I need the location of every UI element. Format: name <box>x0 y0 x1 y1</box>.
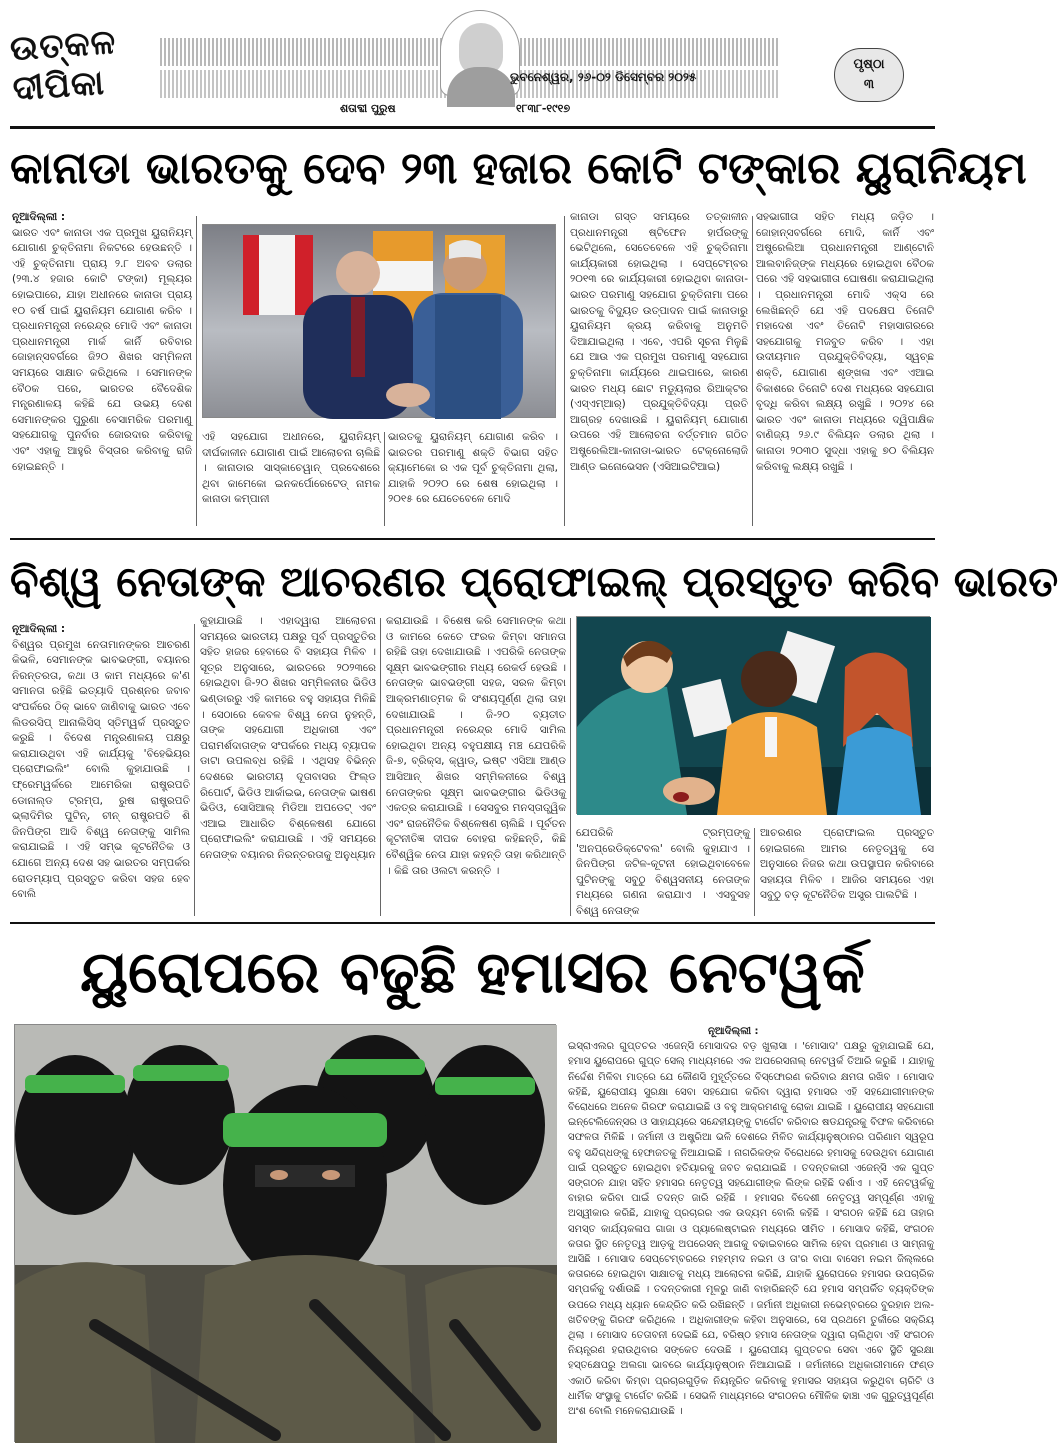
story2-col5-text: ଆଚରଣର ପ୍ରୋଫାଇଲ ପ୍ରସ୍ତୁତ ହୋଇଗଲେ ଆମର ନେତୃତ୍ୱକୁ ସେ ଅନୁସାରେ ନିଜର କଥା ଉପସ୍ଥାପନ କରିବାରେ ସହାୟତା ମିଳିବ । ଆଜିର ସମୟରେ ଏହା ସବୁଠୁ ବଡ଼ କୂଟନୈତିକ ଅସ୍ତ୍ର ପାଲଟିଛି । <box>760 827 934 902</box>
story1-col2-text: ଏହି ସହଯୋଗ ଅଧୀନରେ, ୟୁରାନିୟମ୍ ଦୀର୍ଘକାଳୀନ ଯୋଗାଣ ପାଇଁ ଆଲୋଚନା ଚାଲିଛି । କାନାଡାର ସାସ୍କାଚେୱାନ୍ ପ୍ରଦେଶରେ ଥିବା କାମେକୋ ଇନକର୍ପୋରେଟେଡ୍ ନାମକ କାନାଡା କମ୍ପାନୀ <box>202 431 380 506</box>
story1-dateline: ନୂଆଦିଲ୍ଲୀ : <box>12 211 66 223</box>
column-divider <box>754 828 755 916</box>
column-divider <box>380 618 381 916</box>
story2-column-2 <box>200 614 376 918</box>
story2-col4-text: ଯେପରିକି ଟ୍ରମ୍ପଙ୍କୁ 'ଅନପ୍ରେଡିକ୍ଟେବଲ' ବୋଲି କୁହାଯାଏ । ଜିନପିଙ୍ଗ ଜଟିଳ-କୂଟନୀ ହୋଇଥିବାବେଳେ ପୁଟିନଙ୍କୁ ସବୁଠୁ ବିଶ୍ୱସନୀୟ ନେତାଙ୍କ ମଧ୍ୟରେ ଗଣନା କରାଯାଏ । ଏସବୁସହ ବିଶ୍ୱ ନେତାଙ୍କ <box>576 827 750 917</box>
column-divider <box>564 216 565 526</box>
masthead <box>10 6 935 124</box>
story1-headline[interactable]: କାନାଡା ଭାରତକୁ ଦେବ ୨୩ ହଜାର କୋଟି ଟଙ୍କାର ୟୁରାନିୟମ <box>10 143 1027 194</box>
page-label: ପୃଷ୍ଠା <box>853 57 885 72</box>
story2-col2-text: କୁହାଯାଉଛି । ଏହାଦ୍ୱାରା ଆଲୋଚନା ସମୟରେ ଭାରତୀୟ ପକ୍ଷରୁ ପୂର୍ବ ପ୍ରସ୍ତୁତିର ସହିତ ହାଜର ହେବାରେ ବି ସହାୟତା ମିଳିବ । ସୂତ୍ର ଅନୁସାରେ, ଭାରତରେ ୨୦୨୩ରେ ହୋଇଥିବା ଜି-୨୦ ଶିଖର ସମ୍ମିଳନୀର ଭିଡିଓ ଭଣ୍ଡାରରୁ ଏହି କାମରେ ବହୁ ସହାୟତା ମିଳିଛି । ସେଠାରେ କେବଳ ବିଶ୍ୱ ନେତା ନୁହନ୍ତି, ତାଙ୍କ ସହଯୋଗୀ ଅଧିକାରୀ ଏବଂ ପରାମର୍ଶଦାତାଙ୍କ ସଂପର୍କରେ ମଧ୍ୟ ବ୍ୟାପକ ଡାଟା ଉପଲବ୍ଧ ରହିଛି । ଏଥିସହ ବିଭିନ୍ନ ଦେଶରେ ଭାରତୀୟ ଦୂତାବାସର ଫିଲ୍ଡ ରିପୋର୍ଟ, ଭିଡିଓ ଆର୍କାଇଭ, ନେତାଙ୍କ ଭାଷଣ ଭିଡିଓ, ସୋସିଆଲ୍ ମିଡିଆ ଅପଡେଟ୍ ଏବଂ ଏଆଇ ଆଧାରିତ ବିଶ୍ଳେଷଣ ଯୋଗେ ପ୍ରୋଫାଇଲିଂ କରାଯାଉଛି । ଏହି ସମୟରେ ନେତାଙ୍କ ବୟାନର ନିରନ୍ତରତାକୁ ଅନୁଧ୍ୟାନ <box>200 615 376 861</box>
page-number: ୩ <box>863 77 875 92</box>
founder-years: ୧୮୩୮-୧୯୧୭ <box>516 102 571 115</box>
story1-column-5 <box>756 210 934 528</box>
story1-column-2 <box>202 430 380 528</box>
story3-body-text: ଇସ୍ରାଏଲର ଗୁପ୍ତଚର ଏଜେନ୍ସି ମୋସାଦର ବଡ଼ ଖୁଲାସା । 'ମୋସାଦ' ପକ୍ଷରୁ କୁହାଯାଇଛି ଯେ, ହମାସ ୟୁରୋପରେ ଗୁପ୍ତ ସେଲ୍ ମାଧ୍ୟମରେ ଏକ ଅପରେସନାଲ୍ ନେଟୱର୍କ ତିଆରି କରୁଛି । ଯାହାକୁ ନିର୍ଦ୍ଦେଶ ମିଳିବା ମାତ୍ରେ ଯେ କୌଣସି ମୁହୂର୍ତ୍ତରେ ବିସ୍ଫୋରଣ କରିବାର କ୍ଷମତା ରଖିବ । ମୋସାଦ କହିଛି, ୟୁରୋପୀୟ ସୁରକ୍ଷା ସେବା ସହଯୋଗ କରିବା ଦ୍ୱାରା ହମାସର ଏହି ସହଯୋଗୀମାନଙ୍କ ବିରୋଧରେ ଅନେକ ଗିରଫ କରାଯାଇଛି ଓ ବହୁ ଆକ୍ରମଣକୁ ରୋକା ଯାଇଛି । ୟୁରୋପୀୟ ସହଯୋଗୀ ଇନ୍ଟେଲିଜେନ୍ସର ଓ ସାହାଯ୍ୟରେ ସନ୍ଦେହୀୟଙ୍କୁ ଟାର୍ଗେଟ କରିବାର ଷଡଯନ୍ତ୍ରକୁ ବିଫଳ କରିବାରେ ସଫଳତା ମିଳିଛି । ଜର୍ମାନୀ ଓ ଅଷ୍ଟ୍ରିଆ ଭଳି ଦେଶରେ ମିଳିତ କାର୍ଯ୍ୟାନୁଷ୍ଠାନର ପରିଣାମ ସ୍ୱରୂପ ବହୁ ସନ୍ଦିଗ୍ଧଙ୍କୁ ହେଫାଜତକୁ ନିଆଯାଇଛି । ନାଗରିକଙ୍କ ବିରୋଧରେ ହମାସକୁ ଦେଉଥିବା ଯୋଗାଣ ପାଇଁ ପ୍ରସ୍ତୁତ ହୋଇଥିବା ହତିୟାରକୁ ଜବତ କରାଯାଇଛି । ତଦନ୍ତକାରୀ ଏଜେନ୍ସି ଏକ ଗୁପ୍ତ ସଙ୍ଗଠନ ଯାହା ସହିତ ହମାସର ନେତୃତ୍ୱ ସହଯୋଗୀଙ୍କ ଲିଙ୍କ ରହିଛି ଦର୍ଶାଏ । ଏହି ନେଟୱର୍କକୁ ବାହାର କରିବା ପାଇଁ ତଦନ୍ତ ଜାରି ରହିଛି । ହମାସର ବିଦେଶୀ ନେତୃତ୍ୱ ସମ୍ପୂର୍ଣ୍ଣ ଏହାକୁ ଅସ୍ୱୀକାର କରିଛି, ଯାହାକୁ ପ୍ରଚାରର ଏକ ଉଦ୍ୟମ ବୋଲି କହିଛି । ସଂଗଠନ କହିଛି ଯେ ତାହାର ସମସ୍ତ କାର୍ଯ୍ୟକଳାପ ଗାଜା ଓ ପ୍ୟାଲେଷ୍ଟାଇନ ମଧ୍ୟରେ ସୀମିତ । ମୋସାଦ କହିଛି, ସଂଗଠନ କତାର ସ୍ଥିତ ନେତୃତ୍ୱ ଆଡ଼କୁ ଅପରେସନ୍ ଆଗକୁ ବଢାଇବାରେ ସାମିଲ ହେବା ପ୍ରମାଣ ଓ ସାମ୍ନାକୁ ଆସିଛି । ମୋସାଦ ସେପ୍ଟେମ୍ବରରେ ମହମ୍ମଦ ନଇମ ଓ ତା'ର ବାପା ବାସେମ ନଇମ ଜିଲ୍ଲରେ କତାରରେ ହୋଇଥିବା ସାକ୍ଷାତକୁ ମଧ୍ୟ ଆଲୋଚନା କରିଛି, ଯାହାକି ୟୁରୋପରେ ହମାସର ଉପଚାରିକ ସମ୍ପର୍କକୁ ଦର୍ଶାଉଛି । ତଦନ୍ତକାରୀ ମୂଳରୁ ଜାଣି ବାହାରିଛନ୍ତି ଯେ ହମାସ ସମ୍ପର୍କିତ ବ୍ୟକ୍ତିଙ୍କ ଉପରେ ମଧ୍ୟ ଧ୍ୟାନ କେନ୍ଦ୍ରିତ କରି ରଖିଛନ୍ତି । ଜର୍ମାନୀ ଅଧିକାରୀ ନଭେମ୍ବରରେ ବୁରହାନ ଅଲ-ଖତିବଙ୍କୁ ଗିରଫ କରିଥିଲେ । ଅଧିକାରୀଙ୍କ କହିବା ଅନୁସାରେ, ସେ ପ୍ରଥମେ ତୁର୍କୀରେ ସକ୍ରିୟ ଥିଲା । ମୋସାଦ ତେତାବନୀ ଦେଇଛି ଯେ, ବରିଷ୍ଠ ହମାସ ନେତାଙ୍କ ଦ୍ୱାରା ଚାଲିଥିବା ଏହି ସଂଗଠନ ନିୟନ୍ତ୍ରଣ ହରାଉଥିବାର ସଙ୍କେତ ଦେଉଛି । ୟୁରୋପୀୟ ଗୁପ୍ତଚର ସେବା ଏବେ ସ୍ଥିତି ସୁରକ୍ଷା ହସ୍ତକ୍ଷେପରୁ ଅଲଗା ଭାବରେ କାର୍ଯ୍ୟାନୁଷ୍ଠାନ ନିଆଯାଇଛି । ଜର୍ମାନୀରେ ଅଧିକାରୀମାନେ ଫଣ୍ଡ ଏକାଠି କରିବା କିମ୍ବା ପ୍ରଚାରଗୁଡ଼ିକ ନିୟନ୍ତ୍ରିତ କରିବାକୁ ହମାସର ସହାୟତା କରୁଥିବା ଚାରିଟି ଓ ଧାର୍ମିକ ସଂସ୍ଥାକୁ ଟାର୍ଗେଟ କରିଛି । ସେଭଳି ମାଧ୍ୟମରେ ସଂଗଠନର ମୌଳିକ ଢାଞ୍ଚା ଏକ ଗୁରୁତ୍ୱପୂର୍ଣ୍ଣ ଅଂଶ ବୋଲି ମନେକରାଯାଉଛି । <box>568 1041 934 1418</box>
leaders-profiling-illustration[interactable] <box>576 616 930 814</box>
founder-title: ଶତାବ୍ଦୀ ପୁରୁଷ <box>340 102 396 115</box>
masthead-rule <box>10 126 935 129</box>
story1-column-4 <box>570 210 748 528</box>
founder-portrait <box>440 10 520 96</box>
story1-col1-text: ଭାରତ ଏବଂ କାନାଡା ଏକ ପ୍ରମୁଖ ୟୁରାନିୟମ୍ ଯୋଗାଣ ଚୁକ୍ତିନାମା ନିକଟରେ ହେଉଛନ୍ତି । ଏହି ଚୁକ୍ତିନାମା ପ୍ରାୟ ୨.୮ ଅବବ ଡଲାର (୨୩.୪ ହଜାର କୋଟି ଟଙ୍କା) ମୂଲ୍ୟର ହୋଇପାରେ, ଯାହା ଅଧୀନରେ କାନାଡା ପ୍ରାୟ ୧୦ ବର୍ଷ ପାଇଁ ୟୁରାନିୟମ ଯୋଗାଣ କରିବ । ପ୍ରଧାନମନ୍ତ୍ରୀ ନରେନ୍ଦ୍ର ମୋଦି ଏବଂ କାନାଡା ପ୍ରଧାନମନ୍ତ୍ରୀ ମାର୍କ କାର୍ନି ରବିବାର ଜୋହାନ୍ସବର୍ଗରେ ଜି୨୦ ଶିଖର ସମ୍ମିଳନୀ ସମୟରେ ସାକ୍ଷାତ କରିଥିଲେ । ସେମାନଙ୍କ ବୈଠକ ପରେ, ଭାରତର ବୈଦେଶିକ ମନ୍ତ୍ରଣାଳୟ କହିଛି ଯେ ଉଭୟ ଦେଶ ସେମାନଙ୍କର ପୁରୁଣା ବେସାମରିକ ପରମାଣୁ ସହଯୋଗକୁ ପୁନର୍ବାର ଜୋରଦାର କରିବାକୁ ଏବଂ ଏହାକୁ ଆହୁରି ବିସ୍ତାର କରିବାକୁ ରାଜି ହୋଇଛନ୍ତି । <box>12 226 192 473</box>
hamas-fighters-photo[interactable] <box>14 1024 556 1442</box>
story2-column-4 <box>576 826 750 918</box>
story3-column <box>568 1024 934 1444</box>
story1-column-1 <box>12 210 192 528</box>
leaders-handshake-photo[interactable] <box>202 224 556 418</box>
fighters-illustration <box>15 1025 557 1443</box>
section-rule <box>10 922 935 924</box>
page-number-badge <box>834 48 904 102</box>
column-divider <box>752 216 753 526</box>
column-divider <box>384 432 385 526</box>
story3-dateline: ନୂଆଦିଲ୍ଲୀ : <box>708 1026 759 1037</box>
story2-col1-text: ବିଶ୍ୱର ପ୍ରମୁଖ ନେତାମାନଙ୍କର ଆଚରଣ କିଭଳି, ସେମାନଙ୍କ ଭାବଭଙ୍ଗୀ, ବୟାନର ନିରନ୍ତରତା, କଥା ଓ କାମ ମଧ୍ୟରେ କ'ଣ ସମାନତା ରହିଛି ଇତ୍ୟାଦି ପ୍ରଶ୍ନର ଜବାବ ସଂପର୍କରେ ଠିକ୍ ଭାବେ ଜାଣିବାକୁ ଭାରତ ଏବେ ଲିଡରସିପ୍ ଆନାଲିସିସ୍ ସ୍ତିମ୍‌ୱର୍କ ପ୍ରସ୍ତୁତ କରୁଛି । ବିଦେଶ ମନ୍ତ୍ରଣାଳୟ ପକ୍ଷରୁ କରାଯାଉଥିବା ଏହି କାର୍ଯ୍ୟକୁ 'ବିହେଭିୟର ପ୍ରୋଫାଇଲିଂ' ବୋଲି କୁହାଯାଉଛି । ଫ୍ରେମ୍‌ୱର୍କରେ ଆମେରିକା ରାଷ୍ଟ୍ରପତି ଡୋନାଲ୍ଡ ଟ୍ରମ୍ପ, ରୁଷ ରାଷ୍ଟ୍ରପତି ଭ୍ଲାଦିମିର ପୁଟିନ୍, ଚୀନ୍ ରାଷ୍ଟ୍ରପତି ଶି ଜିନପିଙ୍ଗ ଆଦି ବିଶ୍ୱ ନେତାଙ୍କୁ ସାମିଲ କରାଯାଇଛି । ଏହି ସମ୍ଭ କୂଟନୈତିକ ଓ ଯୋଗେ ଅନ୍ୟ ଦେଶ ସହ ଭାରତର ସମ୍ପର୍କର ରୋଡମ୍ୟାପ୍ ପ୍ରସ୍ତୁତ କରିବା ସହଜ ହେବ ବୋଲି <box>12 638 190 901</box>
profiling-illustration <box>577 617 931 815</box>
story2-column-3 <box>386 614 566 918</box>
story3-headline[interactable]: ୟୁରୋପରେ ବଢୁଛି ହମାସର ନେଟୱର୍କ <box>80 938 865 1006</box>
column-divider <box>570 618 571 916</box>
story1-col4-text: କାନାଡା ଗସ୍ତ ସମୟରେ ତତ୍କାଳୀନ ପ୍ରଧାନମନ୍ତ୍ରୀ ଷ୍ଟିଫେନ ହାର୍ପରଙ୍କୁ ଭେଟିଥିଲେ, ସେତେବେଳେ ଏହି ଚୁକ୍ତିନାମା କାର୍ଯ୍ୟକାରୀ ହୋଇଥିଲା । ସେପ୍ଟେମ୍ବର ୨୦୧୩ ରେ କାର୍ଯ୍ୟକାରୀ ହୋଇଥିବା କାନାଡା-ଭାରତ ପରମାଣୁ ସହଯୋଗ ଚୁକ୍ତିନାମା ପରେ ଭାରତକୁ ବିଦ୍ୟୁତ ଉତ୍ପାଦନ ପାଇଁ କାନାଡାରୁ ୟୁରାନିୟମ କ୍ରୟ କରିବାକୁ ଅନୁମତି ଦିଆଯାଇଥିଲା । ଏବେ, ଏପରି ସୂଚନା ମିଳୁଛି ଯେ ଆଉ ଏକ ପ୍ରମୁଖ ପରମାଣୁ ସହଯୋଗ ଚୁକ୍ତିନାମା କାର୍ଯ୍ୟରେ ଥାଇପାରେ, କାରଣ ଭାରତ ମଧ୍ୟ ଛୋଟ ମଡ୍ୟୁଲାର ରିଆକ୍ଟର (ଏସ୍‌ଏମ୍‌ଆର୍) ପ୍ରଯୁକ୍ତିବିଦ୍ୟା ପ୍ରତି ଆଗ୍ରହ ଦେଖାଉଛି । ୟୁରାନିୟମ୍ ଯୋଗାଣ ଉପରେ ଏହି ଆଲୋଚନା ବର୍ତ୍ତମାନ ଗଠିତ ଅଷ୍ଟ୍ରେଲିଆ-କାନାଡା-ଭାରତ ଟେକ୍ନୋଲୋଜି ଆଣ୍ଡ ଇନୋଭେସନ (ଏସିଆଇଟିଆଇ) <box>570 211 748 473</box>
story2-col3-text: କରାଯାଉଛି । ବିଶେଷ କରି ସେମାନଙ୍କ କଥା ଓ କାମରେ କେତେ ଫରକ କିମ୍ବା ସମାନତା ରହିଛି ତାହା ଦେଖାଯାଉଛି । ଏପରିକି ନେତାଙ୍କ ସୂକ୍ଷ୍ମ ଭାବଭଙ୍ଗୀର ମଧ୍ୟ ରେକର୍ଡ ହେଉଛି । ନେତାଙ୍କ ଭାବଭଙ୍ଗୀ ସହଜ, ସରଳ କିମ୍ବା ଆକ୍ରମଣାତ୍ମକ କି ସଂଶୟପୂର୍ଣ୍ଣ ଥିଲା ତାହା ଦେଖାଯାଉଛି । ଜି-୨୦ ବ୍ୟତୀତ ପ୍ରଧାନମନ୍ତ୍ରୀ ନରେନ୍ଦ୍ର ମୋଦି ସାମିଲ ହୋଇଥିବା ଅନ୍ୟ ବହୁପକ୍ଷୀୟ ମଞ୍ଚ ଯେପରିକି ଜି-୭, ବ୍ରିକ୍ସ, କ୍ୱାଡ୍, ଇଷ୍ଟ ଏସିଆ ଆଣ୍ଡ ଆସିଆନ୍ ଶିଖର ସମ୍ମିଳନୀରେ ବିଶ୍ୱ ନେତାଙ୍କର ସୂକ୍ଷ୍ମ ଭାବଭଙ୍ଗୀର ଭିଡିଓକୁ ଏକତ୍ର କରାଯାଉଛି । ସେସବୁର ମନସ୍ତାତ୍ତ୍ୱିକ ଏବଂ ରାଜନୈତିକ ବିଶ୍ଳେଷଣ ଚାଲିଛି । ପୂର୍ବତନ କୂଟନୀତିଜ୍ଞ ଦୀପକ ବୋହରା କହିଛନ୍ତି, କିଛି ବୈଶ୍ୱିକ ନେତା ଯାହା କହନ୍ତି ତାହା କରିଥାନ୍ତି । କିଛି ତାର ଓଲଟା କରନ୍ତି । <box>386 615 566 877</box>
story1-column-3 <box>388 430 558 528</box>
story2-column-1 <box>12 622 190 918</box>
story1-col3-text: ଭାରତକୁ ୟୁରାନିୟମ୍ ଯୋଗାଣ କରିବ । ଭାରତର ପରମାଣୁ ଶକ୍ତି ବିଭାଗ ସହିତ କ୍ୟାମେକୋ ର ଏକ ପୂର୍ବ ଚୁକ୍ତିନାମା ଥିଲା, ଯାହାକି ୨୦୨୦ ରେ ଶେଷ ହୋଇଥିଲା । ୨୦୧୫ ରେ ଯେତେବେଳେ ମୋଦି <box>388 431 558 506</box>
issue-date: ଭୁବନେଶ୍ୱର, ୨୬-୦୨ ଡିସେମ୍ବର ୨୦୨୫ <box>510 70 697 84</box>
story2-dateline: ନୂଆଦିଲ୍ଲୀ : <box>12 623 66 635</box>
newspaper-logo[interactable]: ଉତ୍କଳ ଦୀପିକା <box>8 21 118 110</box>
story1-col5-text: ସହଭାଗୀତା ସହିତ ମଧ୍ୟ ଜଡ଼ିତ । ଜୋହାନ୍ସବର୍ଗରେ ମୋଦି, କାର୍ନି ଏବଂ ଅଷ୍ଟ୍ରେଲିଆ ପ୍ରଧାନମନ୍ତ୍ରୀ ଆଣ୍ଟୋନି ଆଲବାନିଜ୍‌ଙ୍କ ମଧ୍ୟରେ ହୋଇଥିବା ବୈଠକ ପରେ ଏହି ସହଭାଗୀତା ଘୋଷଣା କରାଯାଇଥିଲା । ପ୍ରଧାନମନ୍ତ୍ରୀ ମୋଦି ଏକ୍ସ ରେ ଲେଖିଛନ୍ତି ଯେ ଏହି ପଦକ୍ଷେପ ତିନୋଟି ମହାଦେଶ ଏବଂ ତିନୋଟି ମହାସାଗରରେ ସହଯୋଗକୁ ମଜବୁତ କରିବ । ଏହା ଉଦୀୟମାନ ପ୍ରଯୁକ୍ତିବିଦ୍ୟା, ସ୍ୱଚ୍ଛ ଶକ୍ତି, ଯୋଗାଣ ଶୃଙ୍ଖଳା ଏବଂ ଏଆଇ ବିକାଶରେ ତିନୋଟି ଦେଶ ମଧ୍ୟରେ ସହଯୋଗ ବୃଦ୍ଧି କରିବା ଲକ୍ଷ୍ୟ ରଖୁଛି । ୨୦୨୪ ରେ ଭାରତ ଏବଂ କାନାଡା ମଧ୍ୟରେ ଦ୍ୱିପାକ୍ଷିକ ବାଣିଜ୍ୟ ୨୬.୯ ବିଲିୟନ ଡଲାର ଥିଲା । କାନାଡା ୨୦୩୦ ସୁଦ୍ଧା ଏହାକୁ ୭୦ ବିଲିୟନ କରିବାକୁ ଲକ୍ଷ୍ୟ ରଖୁଛି । <box>756 211 934 473</box>
story2-headline[interactable]: ବିଶ୍ୱ ନେତାଙ୍କ ଆଚରଣର ପ୍ରୋଫାଇଲ୍ ପ୍ରସ୍ତୁତ କରିବ ଭାରତ <box>10 557 1058 606</box>
column-divider <box>196 216 197 526</box>
portrait-body <box>447 67 515 107</box>
column-divider <box>194 624 195 916</box>
handshake-illustration <box>203 225 557 419</box>
story2-column-5 <box>760 826 934 918</box>
section-rule <box>10 538 935 540</box>
